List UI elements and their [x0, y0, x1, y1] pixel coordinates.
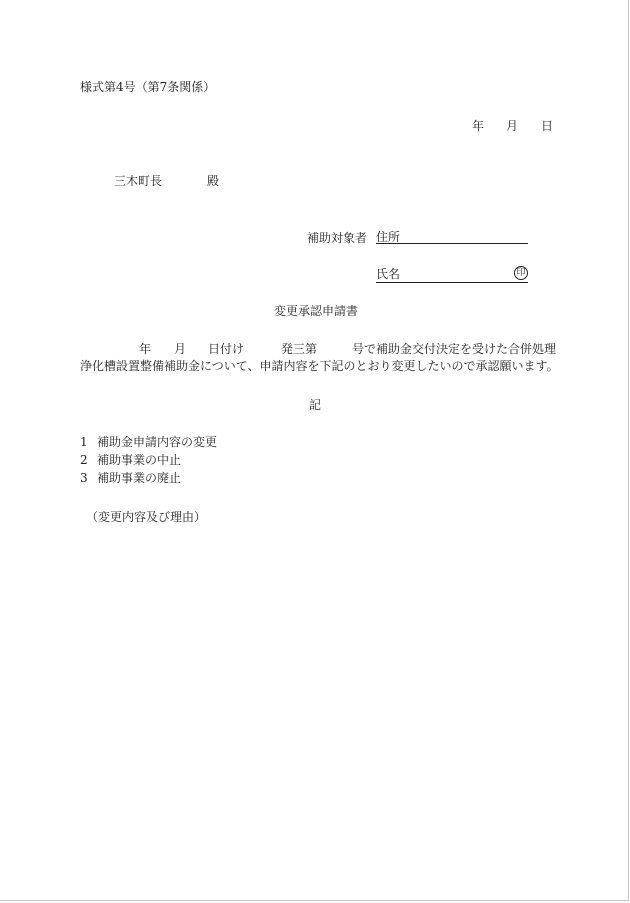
list-item: 補助事業の中止	[97, 453, 182, 467]
date-day-label: 日	[541, 119, 554, 133]
seal-mark: 印	[514, 266, 528, 280]
name-underline	[376, 282, 528, 283]
list-item: 補助事業の廃止	[97, 471, 182, 485]
addressee-honorific: 殿	[207, 174, 220, 188]
body-hatsu: 発三第	[281, 342, 318, 356]
form-number: 様式第4号（第7条関係）	[80, 80, 216, 94]
document-title: 変更承認申請書	[274, 304, 359, 318]
addressee-name: 三木町長	[114, 174, 163, 188]
list-item-number: 3	[80, 471, 88, 485]
body-day: 日付け	[208, 342, 245, 356]
list-item-number: 2	[80, 453, 88, 467]
applicant-label: 補助対象者	[307, 231, 368, 245]
date-month-label: 月	[506, 119, 519, 133]
reason-label: （変更内容及び理由）	[86, 510, 207, 524]
address-label: 住所	[376, 230, 401, 244]
body-month: 月	[174, 342, 187, 356]
body-line2: 浄化槽設置整備補助金について、申請内容を下記のとおり変更したいので承認願います。	[80, 359, 559, 373]
body-year: 年	[139, 342, 152, 356]
list-item-number: 1	[80, 435, 88, 449]
address-underline	[376, 243, 528, 244]
name-label: 氏名	[376, 267, 401, 281]
date-year-label: 年	[472, 119, 485, 133]
list-item: 補助金申請内容の変更	[97, 435, 218, 449]
ki-heading: 記	[309, 398, 322, 412]
body-line1-rest: 号で補助金交付決定を受けた合併処理	[352, 342, 557, 356]
